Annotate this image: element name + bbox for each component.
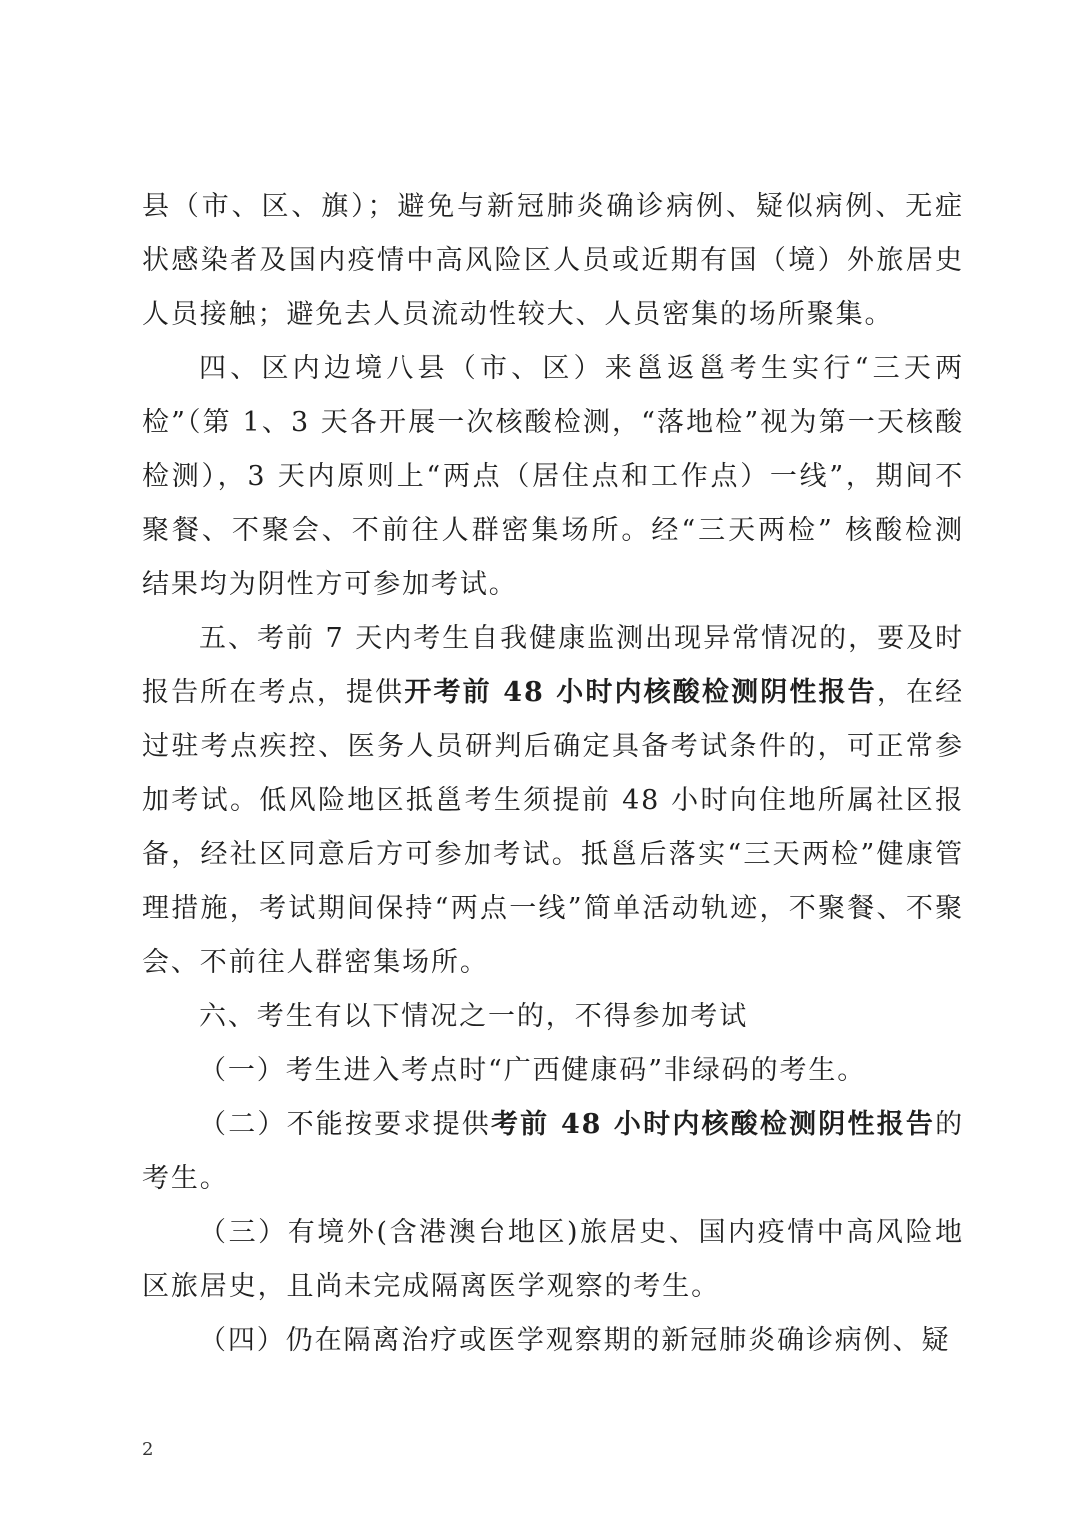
paragraph-subitem-3 [142, 1206, 964, 1314]
paragraph-text: （四）仍在隔离治疗或医学观察期的新冠肺炎确诊病例、疑 [199, 1325, 951, 1356]
paragraph-item-5 [142, 612, 964, 990]
paragraph-continuation [142, 180, 964, 342]
page-number: 2 [142, 1439, 154, 1460]
bold-emphasis: 开考前 48 小时内核酸检测阴性报告 [404, 677, 877, 708]
paragraph-subitem-1 [142, 1044, 964, 1098]
paragraph-text: （三）有境外(含港澳台地区)旅居史、国内疫情中高风险地区旅居史，且尚未完成隔离医学观察的考生。 [142, 1217, 964, 1302]
paragraph-item-6 [142, 990, 964, 1044]
paragraph-text: 五、考前 7 天内考生自我健康监测出现异常情况的，要及时报告所在考点，提供 [142, 623, 964, 708]
paragraph-text: 六、考生有以下情况之一的，不得参加考试 [199, 1001, 749, 1032]
paragraph-text: 县（市、区、旗）；避免与新冠肺炎确诊病例、疑似病例、无症状感染者及国内疫情中高风险区人员或近期有国（境）外旅居史人员接触；避免去人员流动性较大、人员密集的场所聚集。 [142, 191, 964, 330]
paragraph-text: 的考生。 [142, 1109, 964, 1194]
bold-emphasis: 考前 48 小时内核酸检测阴性报告 [490, 1109, 936, 1140]
paragraph-subitem-4 [142, 1314, 964, 1368]
paragraph-text: 四、区内边境八县（市、区）来邕返邕考生实行“三天两检”（第 1、3 天各开展一次核酸检测，“落地检”视为第一天核酸检测），3 天内原则上“两点（居住点和工作点）一线”，期间不聚餐、不聚会、不前往人群密集场所。经“三天两检” 核酸检测结果均为阴性方可参加考试。 [142, 353, 964, 600]
paragraph-subitem-2 [142, 1098, 964, 1206]
paragraph-text: （二）不能按要求提供 [199, 1109, 491, 1140]
paragraph-text: （一）考生进入考点时“广西健康码”非绿码的考生。 [199, 1055, 867, 1086]
document-body [142, 180, 964, 1368]
paragraph-item-4 [142, 342, 964, 612]
paragraph-text: ，在经过驻考点疾控、医务人员研判后确定具备考试条件的，可正常参加考试。低风险地区抵邕考生须提前 48 小时向住地所属社区报备，经社区同意后方可参加考试。抵邕后落实“三天两检”健康管理措施，考试期间保持“两点一线”简单活动轨迹，不聚餐、不聚会、不前往人群密集场所。 [142, 677, 965, 978]
